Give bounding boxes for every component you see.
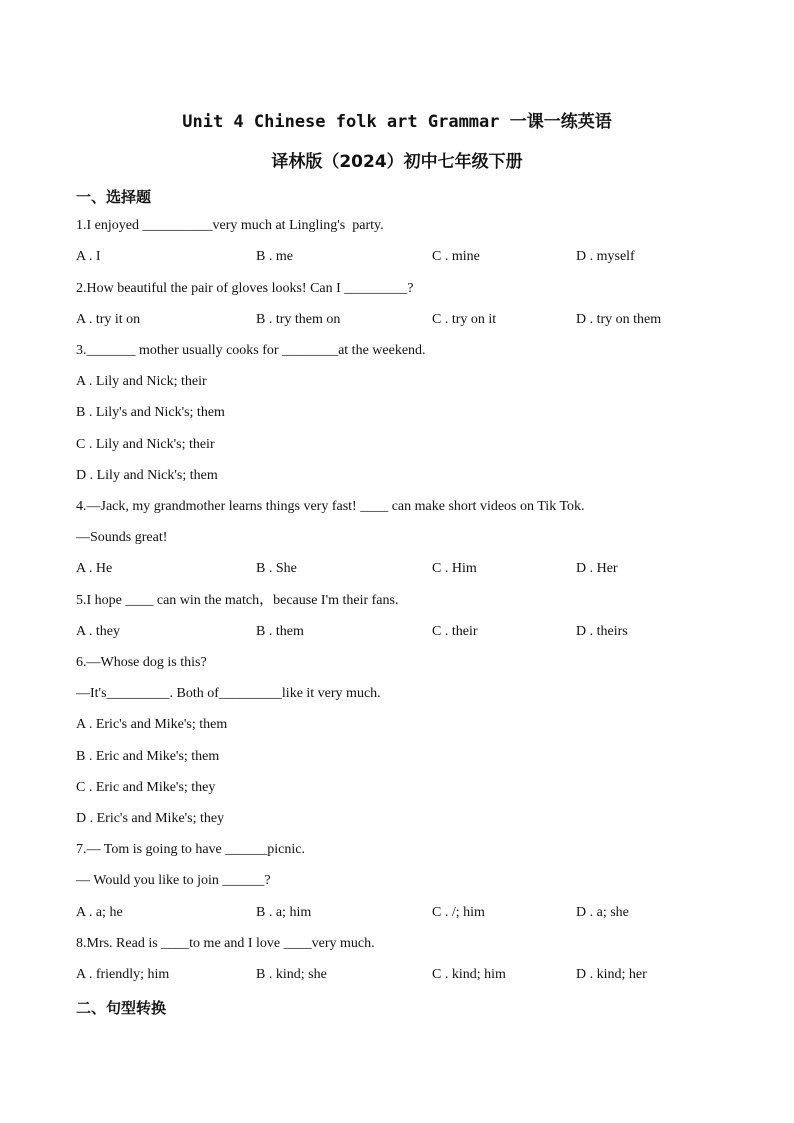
- question-7-stem-reply: — Would you like to join ______?: [76, 873, 271, 888]
- page-title: Unit 4 Chinese folk art Grammar 一课一练英语: [182, 112, 612, 132]
- question-1-option-d[interactable]: D . myself: [576, 249, 635, 264]
- question-2-option-d[interactable]: D . try on them: [576, 312, 662, 327]
- question-4-option-b[interactable]: B . She: [256, 561, 297, 576]
- question-6-option-b[interactable]: B . Eric and Mike's; them: [76, 749, 220, 764]
- question-6-option-c[interactable]: C . Eric and Mike's; they: [76, 780, 216, 795]
- question-6-option-d[interactable]: D . Eric's and Mike's; they: [76, 811, 225, 826]
- question-1-option-b[interactable]: B . me: [256, 249, 293, 264]
- question-4-stem-reply: —Sounds great!: [76, 530, 168, 545]
- question-3-option-a[interactable]: A . Lily and Nick; their: [76, 374, 207, 389]
- question-5-option-d[interactable]: D . theirs: [576, 624, 628, 639]
- question-3-option-b[interactable]: B . Lily's and Nick's; them: [76, 405, 225, 420]
- section-heading-sentence-transformation: 二、句型转换: [76, 999, 167, 1017]
- question-3-option-c[interactable]: C . Lily and Nick's; their: [76, 437, 215, 452]
- question-5-option-b[interactable]: B . them: [256, 624, 304, 639]
- question-4-option-d[interactable]: D . Her: [576, 561, 618, 576]
- question-6-option-a[interactable]: A . Eric's and Mike's; them: [76, 717, 228, 732]
- question-4-option-a[interactable]: A . He: [76, 561, 113, 576]
- question-2-option-b[interactable]: B . try them on: [256, 312, 341, 327]
- question-8-option-c[interactable]: C . kind; him: [432, 967, 506, 982]
- question-7-option-c[interactable]: C . /; him: [432, 905, 485, 920]
- question-7-stem: 7.— Tom is going to have ______picnic.: [76, 842, 305, 857]
- question-1-option-a[interactable]: A . I: [76, 249, 101, 264]
- question-7-option-d[interactable]: D . a; she: [576, 905, 629, 920]
- question-5-option-a[interactable]: A . they: [76, 624, 120, 639]
- question-4-option-c[interactable]: C . Him: [432, 561, 477, 576]
- question-8-option-b[interactable]: B . kind; she: [256, 967, 327, 982]
- question-6-stem: 6.—Whose dog is this?: [76, 655, 207, 670]
- question-1-stem: 1.I enjoyed __________very much at Lingling's party.: [76, 218, 384, 233]
- question-5-option-c[interactable]: C . their: [432, 624, 478, 639]
- question-2-option-a[interactable]: A . try it on: [76, 312, 141, 327]
- question-7-option-a[interactable]: A . a; he: [76, 905, 123, 920]
- question-8-stem: 8.Mrs. Read is ____to me and I love ____very much.: [76, 936, 375, 951]
- question-3-stem: 3._______ mother usually cooks for ________at the weekend.: [76, 343, 426, 358]
- section-heading-multiple-choice: 一、选择题: [76, 188, 152, 206]
- question-1-option-c[interactable]: C . mine: [432, 249, 480, 264]
- question-5-stem: 5.I hope ____ can win the match，because I'm their fans.: [76, 593, 399, 608]
- question-3-option-d[interactable]: D . Lily and Nick's; them: [76, 468, 218, 483]
- question-8-option-d[interactable]: D . kind; her: [576, 967, 647, 982]
- question-6-stem-reply: —It's_________. Both of_________like it very much.: [76, 686, 381, 701]
- question-8-option-a[interactable]: A . friendly; him: [76, 967, 170, 982]
- question-2-stem: 2.How beautiful the pair of gloves looks! Can I _________?: [76, 281, 414, 296]
- question-2-option-c[interactable]: C . try on it: [432, 312, 497, 327]
- question-7-option-b[interactable]: B . a; him: [256, 905, 312, 920]
- page-subtitle: 译林版（2024）初中七年级下册: [271, 152, 523, 172]
- question-4-stem: 4.—Jack, my grandmother learns things very fast! ____ can make short videos on Tik Tok.: [76, 499, 585, 514]
